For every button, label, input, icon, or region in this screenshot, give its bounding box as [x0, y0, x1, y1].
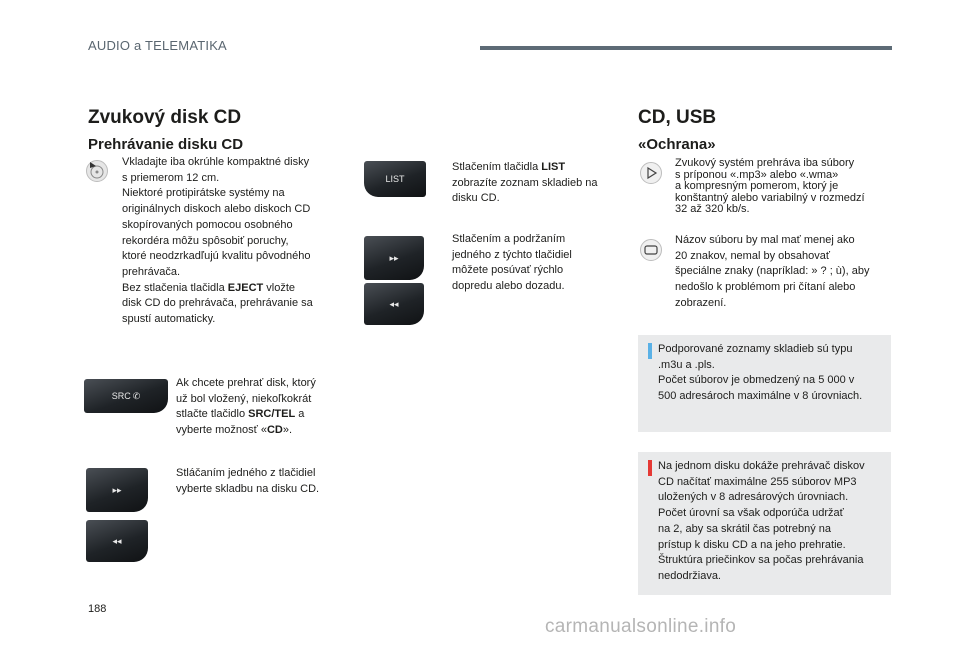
left-subtitle: Prehrávanie disku CD: [88, 136, 244, 153]
rewind-icon: ◂◂: [112, 535, 122, 546]
src-label: SRC: [111, 391, 131, 401]
fast-rewind-button[interactable]: [364, 283, 424, 325]
phone-icon: ✆: [132, 390, 141, 401]
page-number: 188: [88, 603, 107, 615]
seek-instructions: Stlačením a podržaním jedného z týchto tlačidiel môžete posúvať rýchlo dopredu alebo dozadu.: [452, 233, 572, 293]
list-button[interactable]: [364, 161, 426, 197]
src-tel-button[interactable]: [84, 379, 168, 413]
play-icon: [640, 162, 662, 184]
right-title: CD, USB: [638, 107, 717, 128]
disc-insert-icon: [86, 160, 108, 182]
list-label: LIST: [385, 174, 405, 184]
watermark: carmanualsonline.info: [545, 616, 737, 637]
list-instructions: Stlačením tlačidla LIST zobrazíte zoznam skladieb na disku CD.: [452, 161, 598, 205]
fast-forward-icon: ▸▸: [112, 484, 122, 495]
insert-instructions: Vkladajte iba okrúhle kompaktné disky s priemerom 12 cm. Niektoré protipirátske systémy na originálnych diskoch alebo diskoch CD skopírovaných pomocou osobného rekordéra môžu spôsobiť poruchy, ktoré neodzrkadľujú kvalitu pôvodného prehrávača. Bez stlačenia tlačidla EJECT vložte disk CD do prehrávača, prehrávanie sa spustí automaticky.: [122, 156, 313, 326]
next-track-button[interactable]: [86, 468, 148, 512]
info-icon: [648, 343, 652, 359]
fast-forward-icon: ▸▸: [389, 252, 399, 263]
warning-icon: [648, 460, 652, 476]
formats-text: Zvukový systém prehráva iba súbory s príponou «.mp3» alebo «.wma» a kompresným pomerom, ktorý je konštantný alebo variabilný v rozmedzí 32 až 320 kb/s.: [675, 157, 865, 215]
left-title: Zvukový disk CD: [88, 107, 242, 128]
src-instructions: Ak chcete prehrať disk, ktorý už bol vložený, niekoľkokrát stlačte tlačidlo SRC/TEL a vyberte možnosť «CD».: [176, 377, 316, 437]
fast-forward-button[interactable]: [364, 236, 424, 280]
previous-track-button[interactable]: [86, 520, 148, 562]
header-rule: [480, 46, 892, 50]
rewind-icon: ◂◂: [389, 298, 399, 309]
info-note-text: Podporované zoznamy skladieb sú typu .m3u a .pls. Počet súborov je obmedzený na 5 000 v 500 adresároch maximálne v 8 úrovniach.: [658, 343, 863, 403]
track-instructions: Stláčaním jedného z tlačidiel vyberte skladbu na disku CD.: [176, 467, 320, 495]
filename-text: Názov súboru by mal mať menej ako 20 znakov, nemal by obsahovať špeciálne znaky (napríklad: » ? ; ù), aby nedošlo k problémom pri čítaní alebo zobrazení.: [675, 234, 870, 309]
display-icon: [640, 239, 662, 261]
right-subtitle: «Ochrana»: [638, 136, 716, 153]
section-header-title: AUDIO a TELEMATIKA: [88, 38, 227, 53]
warning-note-text: Na jednom disku dokáže prehrávač diskov CD načítať maximálne 255 súborov MP3 uložených v 8 adresárových úrovniach. Počet úrovní sa však odporúča udržať na 2, aby sa skrátil čas potrebný na prístup k disku CD a na jeho prehratie. Štruktúra priečinkov sa počas prehrávania nedodržiava.: [658, 460, 865, 582]
